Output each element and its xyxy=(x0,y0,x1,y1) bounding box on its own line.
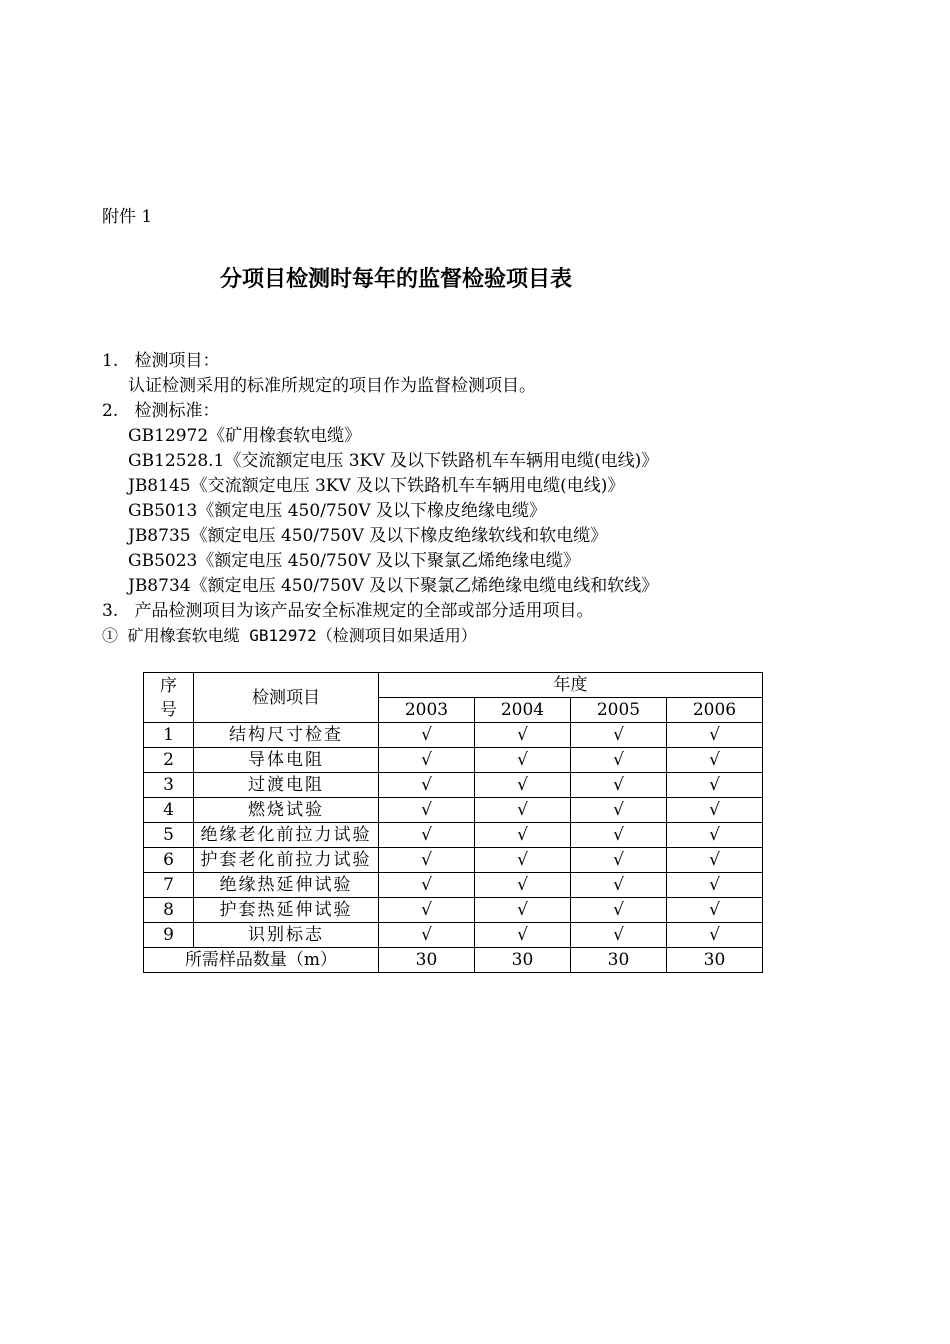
table-header-row xyxy=(144,673,763,698)
check-mark: √ xyxy=(379,723,475,748)
row-item: 绝缘热延伸试验 xyxy=(194,873,379,898)
check-mark: √ xyxy=(667,898,763,923)
table-row xyxy=(144,898,763,923)
year-cell: 2005 xyxy=(571,698,667,723)
section-3-paragraph xyxy=(102,599,593,623)
check-mark: √ xyxy=(475,798,571,823)
standard-item: GB5023《额定电压 450/750V 及以下聚氯乙烯绝缘电缆》 xyxy=(128,551,581,571)
inspection-table xyxy=(143,672,763,973)
section-1-title: 检测项目： xyxy=(134,351,220,371)
check-mark: √ xyxy=(475,898,571,923)
header-serial: 序号 xyxy=(144,673,194,723)
check-mark: √ xyxy=(667,848,763,873)
row-number: 8 xyxy=(144,898,194,923)
standard-item: JB8734《额定电压 450/750V 及以下聚氯乙烯绝缘电缆电线和软线》 xyxy=(128,576,659,596)
row-item: 护套热延伸试验 xyxy=(194,898,379,923)
row-item: 燃烧试验 xyxy=(194,798,379,823)
check-mark: √ xyxy=(571,773,667,798)
check-mark: √ xyxy=(475,848,571,873)
check-mark: √ xyxy=(571,923,667,948)
row-item: 识别标志 xyxy=(194,923,379,948)
table-row xyxy=(144,723,763,748)
sub-heading: ① 矿用橡套软电缆 GB12972（检测项目如果适用） xyxy=(102,626,477,645)
attachment-label: 附件 1 xyxy=(102,207,153,227)
sample-quantity-value: 30 xyxy=(379,948,475,973)
table-row xyxy=(144,923,763,948)
standard-item: JB8145《交流额定电压 3KV 及以下铁路机车车辆用电缆(电线)》 xyxy=(128,476,625,496)
row-item: 护套老化前拉力试验 xyxy=(194,848,379,873)
table-row xyxy=(144,773,763,798)
sample-quantity-value: 30 xyxy=(667,948,763,973)
check-mark: √ xyxy=(667,798,763,823)
row-number: 6 xyxy=(144,848,194,873)
row-number: 5 xyxy=(144,823,194,848)
check-mark: √ xyxy=(379,898,475,923)
section-3-number: 3. xyxy=(102,601,119,621)
sample-quantity-row xyxy=(144,948,763,973)
table-row xyxy=(144,748,763,773)
header-item: 检测项目 xyxy=(194,673,379,723)
check-mark: √ xyxy=(571,723,667,748)
check-mark: √ xyxy=(571,873,667,898)
check-mark: √ xyxy=(379,848,475,873)
standard-item: GB5013《额定电压 450/750V 及以下橡皮绝缘电缆》 xyxy=(128,501,547,521)
row-number: 3 xyxy=(144,773,194,798)
check-mark: √ xyxy=(571,848,667,873)
sample-quantity-label: 所需样品数量（m） xyxy=(144,948,379,973)
check-mark: √ xyxy=(379,748,475,773)
check-mark: √ xyxy=(667,773,763,798)
check-mark: √ xyxy=(475,748,571,773)
check-mark: √ xyxy=(571,748,667,773)
check-mark: √ xyxy=(379,773,475,798)
section-2-heading xyxy=(102,399,219,423)
row-item: 绝缘老化前拉力试验 xyxy=(194,823,379,848)
section-2-title: 检测标准： xyxy=(134,401,220,421)
check-mark: √ xyxy=(475,923,571,948)
check-mark: √ xyxy=(667,748,763,773)
check-mark: √ xyxy=(379,923,475,948)
table-row xyxy=(144,848,763,873)
row-number: 7 xyxy=(144,873,194,898)
check-mark: √ xyxy=(571,823,667,848)
standard-item: GB12972《矿用橡套软电缆》 xyxy=(128,426,362,446)
sample-quantity-value: 30 xyxy=(571,948,667,973)
check-mark: √ xyxy=(475,873,571,898)
check-mark: √ xyxy=(571,898,667,923)
section-2-number: 2. xyxy=(102,401,119,421)
page-title: 分项目检测时每年的监督检验项目表 xyxy=(220,267,573,292)
header-year: 年度 xyxy=(379,673,763,698)
section-1-text: 认证检测采用的标准所规定的项目作为监督检测项目。 xyxy=(128,376,536,396)
sample-quantity-value: 30 xyxy=(475,948,571,973)
check-mark: √ xyxy=(475,823,571,848)
check-mark: √ xyxy=(475,723,571,748)
check-mark: √ xyxy=(571,798,667,823)
year-cell: 2004 xyxy=(475,698,571,723)
row-item: 结构尺寸检查 xyxy=(194,723,379,748)
check-mark: √ xyxy=(475,773,571,798)
check-mark: √ xyxy=(379,873,475,898)
table-row xyxy=(144,798,763,823)
check-mark: √ xyxy=(667,723,763,748)
row-number: 9 xyxy=(144,923,194,948)
check-mark: √ xyxy=(379,823,475,848)
row-item: 导体电阻 xyxy=(194,748,379,773)
row-number: 4 xyxy=(144,798,194,823)
row-number: 1 xyxy=(144,723,194,748)
year-cell: 2006 xyxy=(667,698,763,723)
standard-item: JB8735《额定电压 450/750V 及以下橡皮绝缘软线和软电缆》 xyxy=(128,526,608,546)
section-1-number: 1. xyxy=(102,351,119,371)
table-row xyxy=(144,823,763,848)
section-3-text: 产品检测项目为该产品安全标准规定的全部或部分适用项目。 xyxy=(134,601,594,621)
table-row xyxy=(144,873,763,898)
row-number: 2 xyxy=(144,748,194,773)
check-mark: √ xyxy=(667,923,763,948)
year-cell: 2003 xyxy=(379,698,475,723)
row-item: 过渡电阻 xyxy=(194,773,379,798)
section-1-heading xyxy=(102,349,219,373)
check-mark: √ xyxy=(379,798,475,823)
check-mark: √ xyxy=(667,873,763,898)
check-mark: √ xyxy=(667,823,763,848)
standard-item: GB12528.1《交流额定电压 3KV 及以下铁路机车车辆用电缆(电线)》 xyxy=(128,451,659,471)
